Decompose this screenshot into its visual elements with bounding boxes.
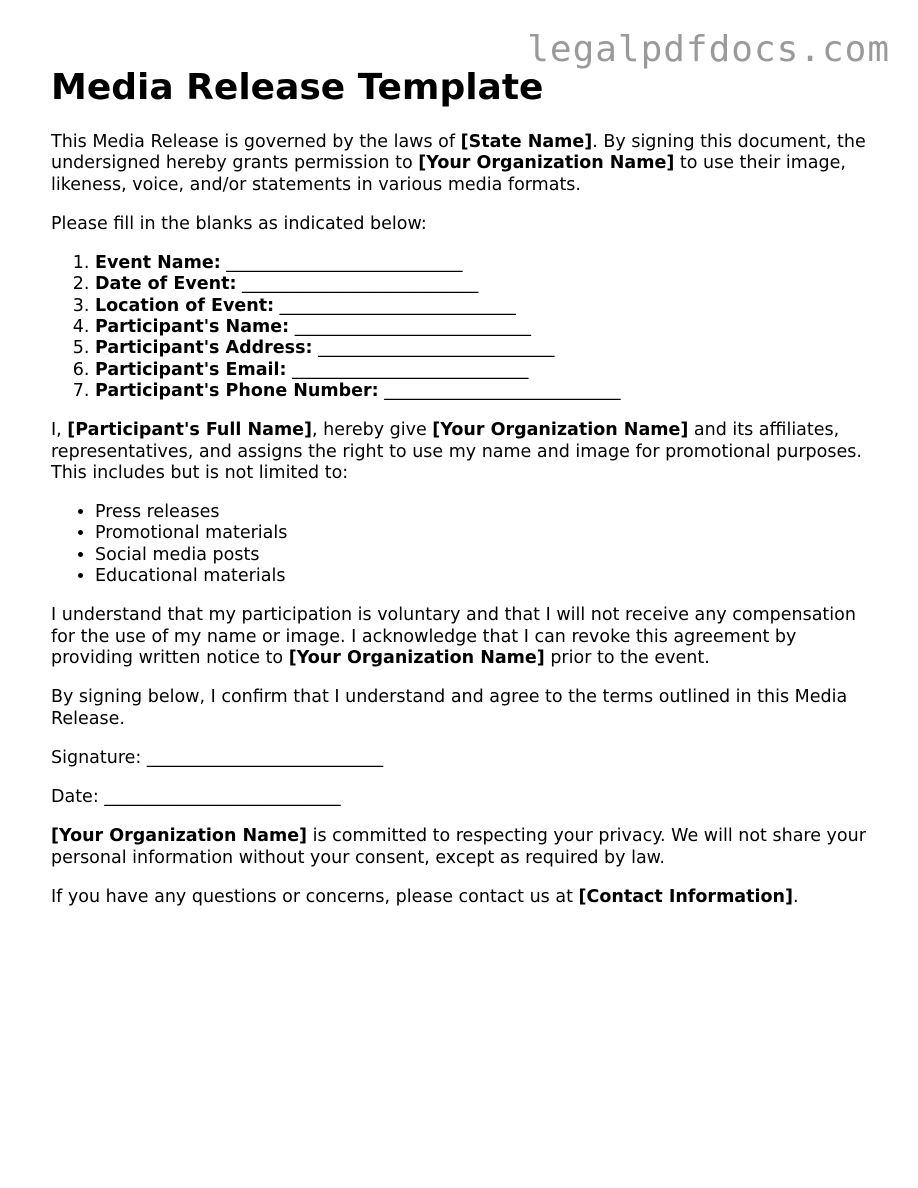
date-line (51, 787, 881, 808)
field-label: Participant's Phone Number: (95, 380, 379, 401)
list-item: • Promotional materials (95, 523, 881, 544)
field-blank[interactable]: ___________________________ (292, 359, 529, 380)
contact-information-placeholder: [Contact Information] (578, 887, 793, 908)
list-item: • Educational materials (95, 566, 881, 587)
contact-text-1: If you have any questions or concerns, please contact us at (51, 887, 579, 908)
list-item: • Press releases (95, 502, 881, 523)
field-date-of-event (95, 274, 881, 295)
signature-blank[interactable]: ___________________________ (146, 747, 384, 768)
field-blank[interactable]: ___________________________ (226, 253, 463, 274)
watermark: legalpdfdocs.com (527, 29, 890, 70)
field-location-of-event (95, 296, 881, 317)
field-label: Participant's Email: (95, 359, 287, 380)
state-name-placeholder: [State Name] (460, 132, 593, 152)
signature-line (51, 748, 881, 769)
grant-text-1: I, (51, 420, 68, 441)
field-blank[interactable]: ___________________________ (294, 317, 531, 338)
field-label: Participant's Address: (95, 338, 313, 359)
field-label: Participant's Name: (95, 317, 290, 338)
privacy-text: is committed to respecting your privacy. We will not share your personal information without your consent, except as required by law. (51, 826, 866, 868)
organization-name-placeholder: [Your Organization Name] (288, 647, 545, 668)
intro-text-3: to use their image, likeness, voice, and/or statements in various media formats. (51, 153, 846, 195)
grant-text-2: , hereby give (312, 420, 433, 441)
intro-text-2: . By signing this document, the undersigned hereby grants permission to (51, 132, 866, 174)
organization-name-placeholder: [Your Organization Name] (418, 153, 675, 174)
field-participant-address (95, 338, 881, 359)
field-event-name (95, 253, 881, 274)
signature-label: Signature: (51, 747, 142, 768)
field-label: Event Name: (95, 253, 221, 274)
field-blank[interactable]: ___________________________ (242, 274, 479, 295)
field-participant-email (95, 360, 881, 381)
field-label: Location of Event: (95, 295, 275, 316)
uses-list (51, 502, 881, 587)
field-label: Date of Event: (95, 274, 237, 295)
organization-name-placeholder: [Your Organization Name] (432, 420, 689, 441)
grant-paragraph (51, 420, 881, 484)
field-blank[interactable]: ___________________________ (384, 380, 621, 401)
fields-list (51, 253, 881, 402)
understanding-paragraph (51, 605, 881, 669)
organization-name-placeholder: [Your Organization Name] (51, 826, 308, 847)
page-title: Media Release Template (51, 67, 544, 108)
fill-instructions: Please fill in the blanks as indicated below: (51, 213, 427, 234)
understanding-text-1: I understand that my participation is voluntary and that I will not receive any compensation for the use of my name or image. I acknowledge that I can revoke this agreement by providing written notice to (51, 605, 856, 668)
field-participant-phone (95, 381, 881, 402)
confirm-paragraph: By signing below, I confirm that I understand and agree to the terms outlined in this Media Release. (51, 687, 848, 729)
contact-paragraph (51, 887, 881, 908)
date-label: Date: (51, 787, 99, 808)
document (51, 66, 881, 908)
date-blank[interactable]: ___________________________ (104, 787, 341, 808)
field-participant-name (95, 317, 881, 338)
privacy-paragraph (51, 826, 881, 869)
grant-text-3: and its affiliates, representatives, and assigns the right to use my name and image for promotional purposes. This includes but is not limited to: (51, 420, 862, 483)
participant-full-name-placeholder: [Participant's Full Name] (67, 420, 313, 441)
contact-text-2: . (792, 887, 799, 908)
intro-text-1: This Media Release is governed by the laws of (51, 132, 461, 152)
field-blank[interactable]: ___________________________ (279, 295, 516, 316)
understanding-text-2: prior to the event. (544, 647, 710, 668)
field-blank[interactable]: ___________________________ (318, 338, 555, 359)
intro-paragraph (51, 132, 881, 196)
list-item: • Social media posts (95, 545, 881, 566)
